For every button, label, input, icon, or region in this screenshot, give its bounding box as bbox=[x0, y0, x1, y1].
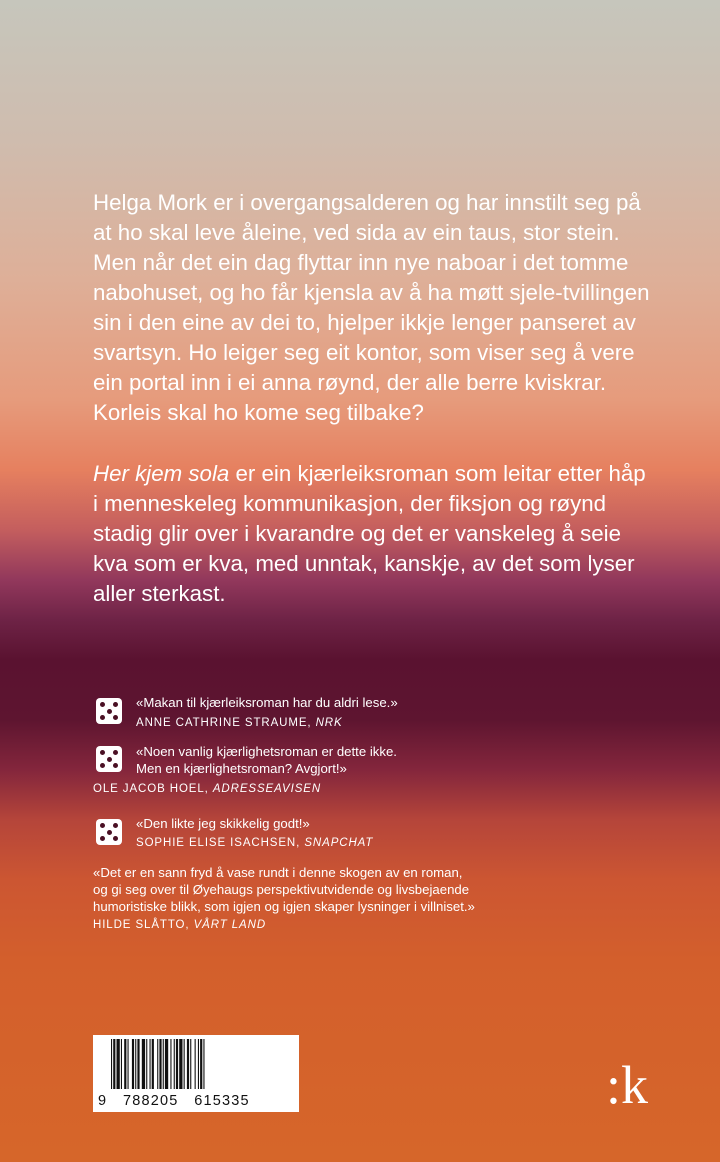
quote-source: OLE JACOB HOEL, ADRESSEAVISEN bbox=[93, 783, 322, 795]
barcode-bars bbox=[111, 1039, 291, 1089]
quote-source: ANNE CATHRINE STRAUME, NRK bbox=[136, 717, 343, 729]
quote-text: «Makan til kjærleiksroman har du aldri lese.» bbox=[136, 695, 398, 710]
isbn-digits: 9 788205 615335 bbox=[98, 1093, 250, 1109]
dice-five-icon bbox=[96, 746, 122, 772]
publisher-logo: :k bbox=[606, 1055, 649, 1115]
quote-text: «Den likte jeg skikkelig godt!» bbox=[136, 816, 310, 831]
quote-text-line-1: «Det er en sann fryd å vase rundt i denne skogen av en roman, bbox=[93, 865, 463, 880]
blurb-paragraph-2-text: er ein kjærleiksroman som leitar etter håp i menneskeleg kommunikasjon, der fiksjon og røynd stadig glir over i kvarandre og det er vanskeleg å seie kva som er kva, med unntak, kanskje, av det som lyser aller sterkast. bbox=[93, 461, 646, 606]
book-title: Her kjem sola bbox=[93, 461, 230, 486]
blurb-paragraph-2 bbox=[93, 459, 653, 609]
dice-five-icon bbox=[96, 698, 122, 724]
review-quote-1 bbox=[136, 694, 398, 732]
quote-text-line-2: Men en kjærlighetsroman? Avgjort!» bbox=[136, 761, 347, 776]
isbn-barcode bbox=[93, 1035, 299, 1112]
quote-text-line-2: og gi seg over til Øyehaugs perspektivutvidende og livsbejaende bbox=[93, 882, 470, 897]
review-quote-2 bbox=[136, 743, 397, 777]
quote-source: SOPHIE ELISE ISACHSEN, SNAPCHAT bbox=[136, 837, 374, 849]
quote-source: HILDE SLÅTTO, VÅRT LAND bbox=[93, 919, 267, 931]
blurb-paragraph-1: Helga Mork er i overgangsalderen og har innstilt seg på at ho skal leve åleine, ved sida av ein taus, stor stein. Men når det ein dag flyttar inn nye naboar i det tomme nabohuset, og ho får kjensla av å ha møtt sjele-tvillingen sin i den eine av dei to, hjelper ikkje lenger panseret av svartsyn. Ho leiger seg eit kontor, som viser seg å vere ein portal inn i ei anna røynd, der alle berre kviskrar. Korleis skal ho kome seg tilbake? bbox=[93, 190, 650, 425]
review-quote-4 bbox=[93, 864, 475, 934]
dice-five-icon bbox=[96, 819, 122, 845]
quote-text-line-3: humoristiske blikk, som igjen og igjen skaper lysninger i villniset.» bbox=[93, 899, 475, 914]
quote-text-line-1: «Noen vanlig kjærlighetsroman er dette ikke. bbox=[136, 744, 397, 759]
review-quote-3 bbox=[136, 815, 373, 852]
review-quote-2-source bbox=[93, 781, 321, 798]
back-cover-blurb bbox=[93, 188, 653, 609]
